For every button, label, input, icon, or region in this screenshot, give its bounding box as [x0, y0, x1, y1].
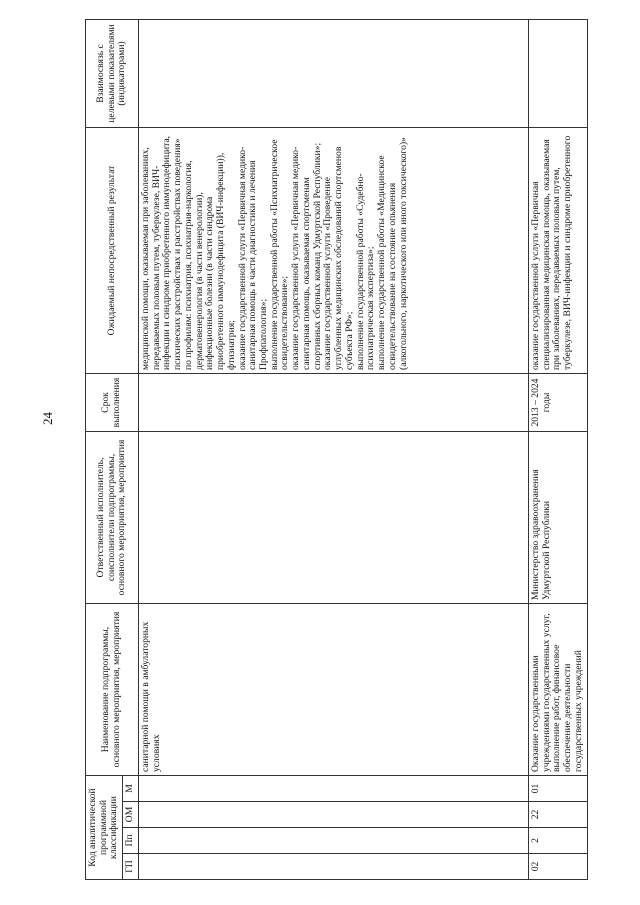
cell-m: 01 — [528, 776, 587, 802]
cell-om — [138, 802, 528, 828]
header-om: ОМ — [123, 802, 139, 828]
header-gp: ГП — [123, 854, 139, 880]
cell-executor: Министерство здравоохранения Удмуртской Республики — [528, 432, 587, 604]
result-line: оказание государственной услуги «Первичная специализированная медицинская помощь, оказываемая при заболеваниях, передаваемых половым путем, туберкулезе, ВИЧ-инфекции и синдроме приобретенного — [529, 135, 574, 370]
cell-pp: 2 — [528, 828, 587, 854]
cell-gp: 02 — [528, 854, 587, 880]
header-row-1 — [86, 20, 123, 880]
header-result: Ожидаемый непосредственный результат — [86, 128, 139, 374]
header-name: Наименование подпрограммы, основного мероприятия, мероприятия — [86, 604, 139, 776]
header-link: Взаимосвязь с целевыми показателями (индикаторами) — [86, 20, 139, 128]
table-row — [138, 20, 528, 880]
cell-link — [528, 20, 587, 128]
result-line: оказание государственной услуги «Проведение углубленных медицинских обследований спортсменов субъекта РФ»; — [322, 146, 355, 370]
cell-om: 22 — [528, 802, 587, 828]
table-row — [528, 20, 587, 880]
cell-term: 2013 – 2024 годы — [528, 374, 587, 432]
cell-name: Оказание государственными учреждениями государственных услуг, выполнение работ, финансовое обеспечение деятельности государственных учреждений — [528, 604, 587, 776]
cell-gp — [138, 854, 528, 880]
result-line: оказание государственной услуги «Первичная медико-санитарная помощь в части диагностики и лечения Профпатология»; — [236, 146, 270, 370]
cell-link — [138, 20, 528, 128]
header-term: Срок выполнения — [86, 374, 139, 432]
cell-name: санитарной помощи в амбулаторных условиях — [138, 604, 528, 776]
result-line: медицинской помощи, оказываемая при заболеваниях, передаваемых половым путем, туберкулезе, ВИЧ-инфекции и синдроме приобретенного иммунодефицита, психических расстройствах и расстройствах поведения» по профилям: психиатрия, психиатрия-наркология, дерматовенерология (в части венерологии), инфекционные болезни (в части синдрома приобретенного иммунодефицита (ВИЧ-инфекции)), фтизиатрия; — [139, 135, 237, 370]
cell-term — [138, 374, 528, 432]
header-m: М — [123, 776, 139, 802]
cell-m — [138, 776, 528, 802]
rotated-table-wrapper — [85, 20, 625, 880]
cell-pp — [138, 828, 528, 854]
result-line: оказание государственной услуги «Первичная медико-санитарная помощь, оказываемая спортсменам спортивных сборных команд Удмуртской Республики»; — [290, 142, 323, 370]
cell-executor — [138, 432, 528, 604]
result-line: выполнение государственной работы «Судебно-психиатрическая экспертиза»; — [354, 173, 377, 370]
result-line: выполнение государственной работы «Медицинское освидетельствование на состояние опьянения (алкогольного, наркотического или иного токсического)» — [376, 137, 409, 370]
result-line: выполнение государственной работы «Психиатрическое освидетельствование»; — [268, 139, 291, 370]
page-number: 24 — [40, 412, 55, 425]
cell-result — [528, 128, 587, 374]
header-code-group: Код аналитической программной классификации — [86, 776, 123, 880]
header-pp: Пп — [123, 828, 139, 854]
program-table — [85, 19, 588, 880]
header-executor: Ответственный исполнитель, соисполнители подпрограммы, основного мероприятия, мероприятия — [86, 432, 139, 604]
cell-result — [138, 128, 528, 374]
